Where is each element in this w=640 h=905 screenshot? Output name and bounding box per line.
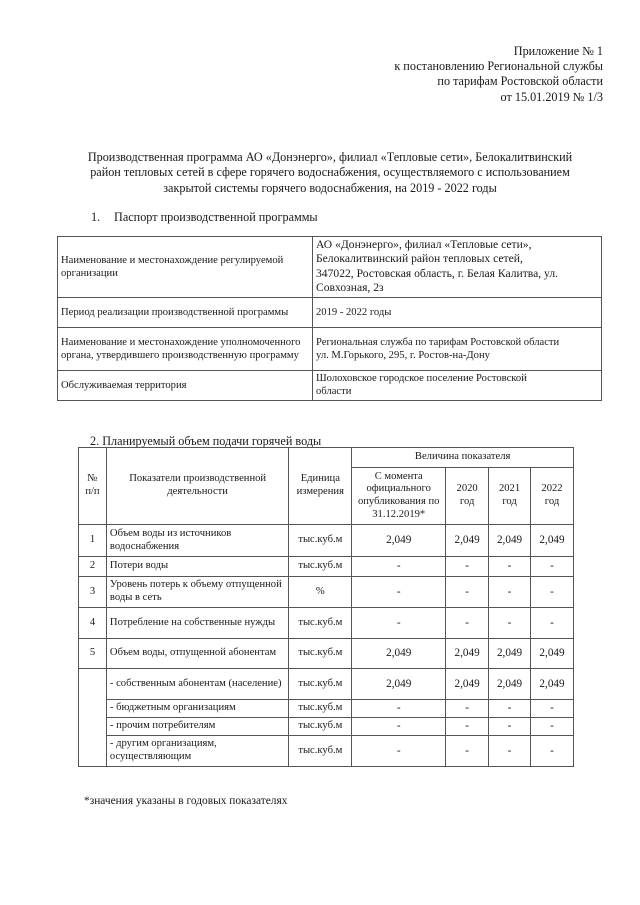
- row-value-2021: -: [489, 736, 531, 767]
- row-unit: тыс.куб.м: [289, 557, 352, 577]
- section-2-heading: 2. Планируемый объем подачи горячей воды: [90, 434, 322, 448]
- row-indicator: - другим организациям, осуществляющим: [106, 736, 288, 767]
- row-unit: тыс.куб.м: [289, 639, 352, 669]
- section-title: Паспорт производственной программы: [114, 210, 318, 224]
- row-indicator: - бюджетным организациям: [106, 700, 288, 718]
- row-value-2022: -: [531, 718, 574, 736]
- row-unit: тыс.куб.м: [289, 736, 352, 767]
- row-value-2022: 2,049: [531, 669, 574, 700]
- passport-value: [313, 327, 602, 370]
- appendix-number: Приложение № 1: [513, 44, 603, 58]
- row-value-2021: -: [489, 557, 531, 577]
- title-line: закрытой системы горячего водоснабжения, на 2019 - 2022 годы: [163, 180, 497, 195]
- row-value-2020: -: [446, 736, 489, 767]
- row-unit: тыс.куб.м: [289, 718, 352, 736]
- header-row: [79, 448, 574, 468]
- row-num: 2: [79, 557, 107, 577]
- passport-label: Период реализации производственной программы: [58, 297, 313, 327]
- row-unit: тыс.куб.м: [289, 700, 352, 718]
- row-value-2019: -: [352, 577, 446, 608]
- passport-value: [313, 237, 602, 298]
- row-unit: тыс.куб.м: [289, 525, 352, 557]
- row-unit: тыс.куб.м: [289, 608, 352, 639]
- row-value-2020: -: [446, 557, 489, 577]
- passport-value: [313, 370, 602, 400]
- passport-label: Обслуживаемая территория: [58, 370, 313, 400]
- table-row: [58, 370, 602, 400]
- table-row: [79, 718, 574, 736]
- table-row: [79, 577, 574, 608]
- passport-table: [57, 236, 602, 401]
- row-indicator: Потери воды: [106, 557, 288, 577]
- row-indicator: Уровень потерь к объему отпущенной воды в сеть: [106, 577, 288, 608]
- row-num: 1: [79, 525, 107, 557]
- row-indicator: Объем воды из источников водоснабжения: [106, 525, 288, 557]
- appendix-date: от 15.01.2019 № 1/3: [500, 89, 603, 104]
- row-indicator: Потребление на собственные нужды: [106, 608, 288, 639]
- value-line: АО «Донэнерго», филиал «Тепловые сети»,: [316, 238, 532, 251]
- value-line: Совхозная, 2з: [316, 281, 384, 295]
- row-value-2022: 2,049: [531, 525, 574, 557]
- hot-water-volume-table: [78, 447, 574, 767]
- header-unit: Единица измерения: [289, 448, 352, 525]
- row-indicator: - прочим потребителям: [106, 718, 288, 736]
- row-value-2020: 2,049: [446, 639, 489, 669]
- section-1-heading: [91, 210, 318, 225]
- row-value-2022: -: [531, 736, 574, 767]
- row-value-2021: 2,049: [489, 669, 531, 700]
- document-title: [50, 150, 610, 196]
- row-value-2020: -: [446, 577, 489, 608]
- row-num: 5: [79, 639, 107, 669]
- row-value-2021: -: [489, 700, 531, 718]
- row-value-2022: -: [531, 577, 574, 608]
- row-num: 3: [79, 577, 107, 608]
- row-value-2019: -: [352, 608, 446, 639]
- table-row: [58, 327, 602, 370]
- row-value-2019: 2,049: [352, 639, 446, 669]
- row-value-2021: -: [489, 577, 531, 608]
- table-row: [58, 237, 602, 298]
- header-2022: 2022 год: [531, 468, 574, 525]
- header-2020: 2020 год: [446, 468, 489, 525]
- appendix-resolution: к постановлению Региональной службы: [394, 59, 603, 74]
- row-value-2019: 2,049: [352, 525, 446, 557]
- row-value-2019: -: [352, 718, 446, 736]
- section-number: 1.: [91, 210, 101, 224]
- value-line: Шолоховское городское поселение Ростовской: [316, 373, 527, 385]
- table-row: [79, 525, 574, 557]
- row-value-2020: 2,049: [446, 669, 489, 700]
- table-row: [79, 669, 574, 700]
- title-line: район тепловых сетей в сфере горячего водоснабжения, осуществляемого с использованием: [90, 165, 570, 180]
- row-value-2022: -: [531, 608, 574, 639]
- row-unit: %: [289, 577, 352, 608]
- row-value-2022: 2,049: [531, 639, 574, 669]
- row-value-2019: -: [352, 700, 446, 718]
- table-row: [79, 700, 574, 718]
- row-value-2019: 2,049: [352, 669, 446, 700]
- row-value-2020: 2,049: [446, 525, 489, 557]
- passport-label: Наименование и местонахождение уполномоченного органа, утвердившего производственную программу: [58, 327, 313, 370]
- appendix-header: [394, 44, 603, 105]
- row-value-2020: -: [446, 608, 489, 639]
- row-num: [79, 669, 107, 767]
- value-line: Белокалитвинский район тепловых сетей,: [316, 252, 523, 266]
- appendix-authority: по тарифам Ростовской области: [437, 74, 603, 89]
- row-unit: тыс.куб.м: [289, 669, 352, 700]
- header-num: № п/п: [79, 448, 107, 525]
- header-2021: 2021 год: [489, 468, 531, 525]
- value-line: 347022, Ростовская область, г. Белая Калитва, ул.: [316, 266, 559, 280]
- passport-value: [313, 297, 602, 327]
- row-value-2019: -: [352, 736, 446, 767]
- value-line: ул. М.Горького, 295, г. Ростов-на-Дону: [316, 349, 490, 361]
- row-value-2021: 2,049: [489, 639, 531, 669]
- row-value-2022: -: [531, 557, 574, 577]
- title-line: Производственная программа АО «Донэнерго», филиал «Тепловые сети», Белокалитвинский: [87, 150, 573, 164]
- row-value-2022: -: [531, 700, 574, 718]
- row-value-2021: 2,049: [489, 525, 531, 557]
- header-period-2019: С момента официального опубликования по 31.12.2019*: [352, 468, 446, 525]
- row-num: 4: [79, 608, 107, 639]
- row-value-2021: -: [489, 608, 531, 639]
- value-line: области: [316, 386, 352, 398]
- row-value-2020: -: [446, 700, 489, 718]
- header-indicator: Показатели производственной деятельности: [106, 448, 288, 525]
- footnote: *значения указаны в годовых показателях: [84, 795, 288, 807]
- table-row: [79, 639, 574, 669]
- table-row: [79, 736, 574, 767]
- row-indicator: - собственным абонентам (население): [106, 669, 288, 700]
- row-value-2020: -: [446, 718, 489, 736]
- value-line: Региональная служба по тарифам Ростовской области: [316, 336, 560, 348]
- row-indicator: Объем воды, отпущенной абонентам: [106, 639, 288, 669]
- table-row: [79, 557, 574, 577]
- passport-label: Наименование и местонахождение регулируемой организации: [58, 237, 313, 298]
- table-row: [58, 297, 602, 327]
- row-value-2021: -: [489, 718, 531, 736]
- table-row: [79, 608, 574, 639]
- value-line: 2019 - 2022 годы: [316, 306, 392, 318]
- header-value-group: Величина показателя: [352, 448, 574, 468]
- row-value-2019: -: [352, 557, 446, 577]
